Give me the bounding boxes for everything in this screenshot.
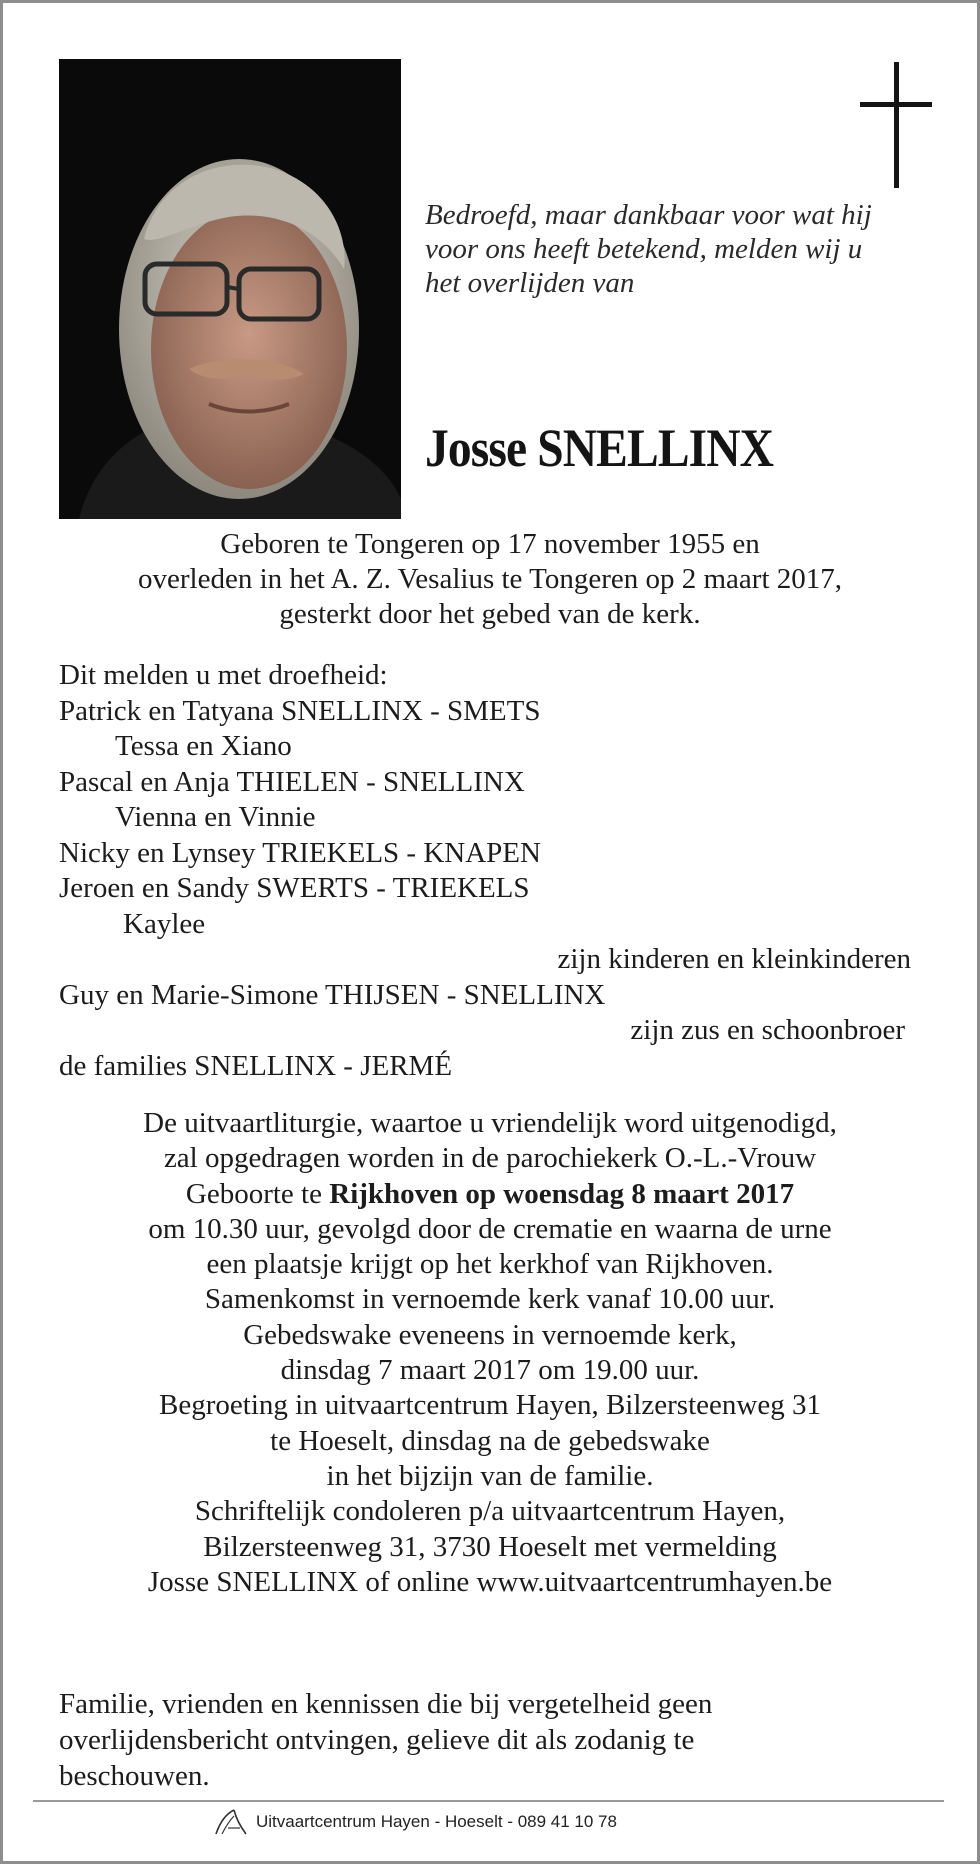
intro-line: Bedroefd, maar dankbaar voor wat hij [425,199,872,231]
funeral-line: Gebedswake eveneens in vernoemde kerk, [243,1318,737,1351]
funeral-date-prefix: Geboorte te [185,1177,330,1210]
footer [212,1808,617,1836]
birth-death-details [40,527,940,632]
family-list [59,658,939,1084]
funeral-line: in het bijzijn van de familie. [326,1459,654,1492]
funeral-home-logo-icon [212,1808,248,1836]
funeral-line: Begroeting in uitvaartcentrum Hayen, Bilzersteenweg 31 [159,1389,821,1422]
notice-line: beschouwen. [59,1760,210,1792]
family-line: de families SNELLINX - JERMÉ [59,1049,453,1082]
intro-line: het overlijden van [425,267,635,299]
family-heading: Dit melden u met droefheid: [59,659,388,691]
funeral-date-line [40,1177,940,1212]
intro-line: voor ons heeft betekend, melden wij u [425,233,863,265]
grandchildren-line: Vienna en Vinnie [115,801,316,833]
closing-notice [59,1686,939,1794]
funeral-line: zal opgedragen worden in de parochiekerk O.-L.-Vrouw [163,1142,817,1175]
family-line: Patrick en Tatyana SNELLINX - SMETS [59,694,541,727]
funeral-line: te Hoeselt, dinsdag na de gebedswake [270,1424,710,1457]
funeral-details [40,1106,940,1600]
notice-line: Familie, vrienden en kennissen die bij vergetelheid geen [59,1688,713,1720]
footer-divider [33,1800,944,1802]
portrait-photo [59,59,401,519]
footer-text: Uitvaartcentrum Hayen - Hoeselt - 089 41 10 78 [256,1812,617,1831]
funeral-line: Josse SNELLINX of online www.uitvaartcentrumhayen.be [147,1565,833,1598]
birth-line: overleden in het A. Z. Vesalius te Tongeren op 2 maart 2017, [137,563,842,595]
funeral-line: een plaatsje krijgt op het kerkhof van Rijkhoven. [206,1248,774,1281]
funeral-line: De uitvaartliturgie, waartoe u vriendelijk word uitgenodigd, [143,1107,837,1139]
funeral-date: Rijkhoven op woensdag 8 maart 2017 [329,1177,795,1210]
notice-line: overlijdensbericht ontvingen, gelieve dit als zodanig te [59,1724,695,1756]
family-line: Pascal en Anja THIELEN - SNELLINX [59,765,525,798]
intro-text [425,198,925,300]
funeral-line: dinsdag 7 maart 2017 om 19.00 uur. [280,1354,700,1387]
deceased-name: Josse SNELLINX [425,418,774,478]
portrait-illustration [59,59,401,519]
funeral-line: Bilzersteenweg 31, 3730 Hoeselt met vermelding [203,1530,777,1563]
relation-caption: zijn zus en schoonbroer [630,1014,905,1046]
family-line: Jeroen en Sandy SWERTS - TRIEKELS [59,872,530,904]
birth-line: gesterkt door het gebed van de kerk. [279,598,701,630]
grandchildren-line: Kaylee [123,907,206,940]
funeral-line: om 10.30 uur, gevolgd door de crematie en waarna de urne [148,1212,832,1245]
birth-line: Geboren te Tongeren op 17 november 1955 en [220,528,760,560]
family-line: Guy en Marie-Simone THIJSEN - SNELLINX [59,978,606,1011]
cross-icon [860,62,932,188]
relation-caption: zijn kinderen en kleinkinderen [557,943,911,975]
family-line: Nicky en Lynsey TRIEKELS - KNAPEN [59,836,541,869]
funeral-line: Schriftelijk condoleren p/a uitvaartcentrum Hayen, [194,1495,786,1528]
funeral-line: Samenkomst in vernoemde kerk vanaf 10.00 uur. [204,1283,776,1316]
grandchildren-line: Tessa en Xiano [115,730,292,762]
